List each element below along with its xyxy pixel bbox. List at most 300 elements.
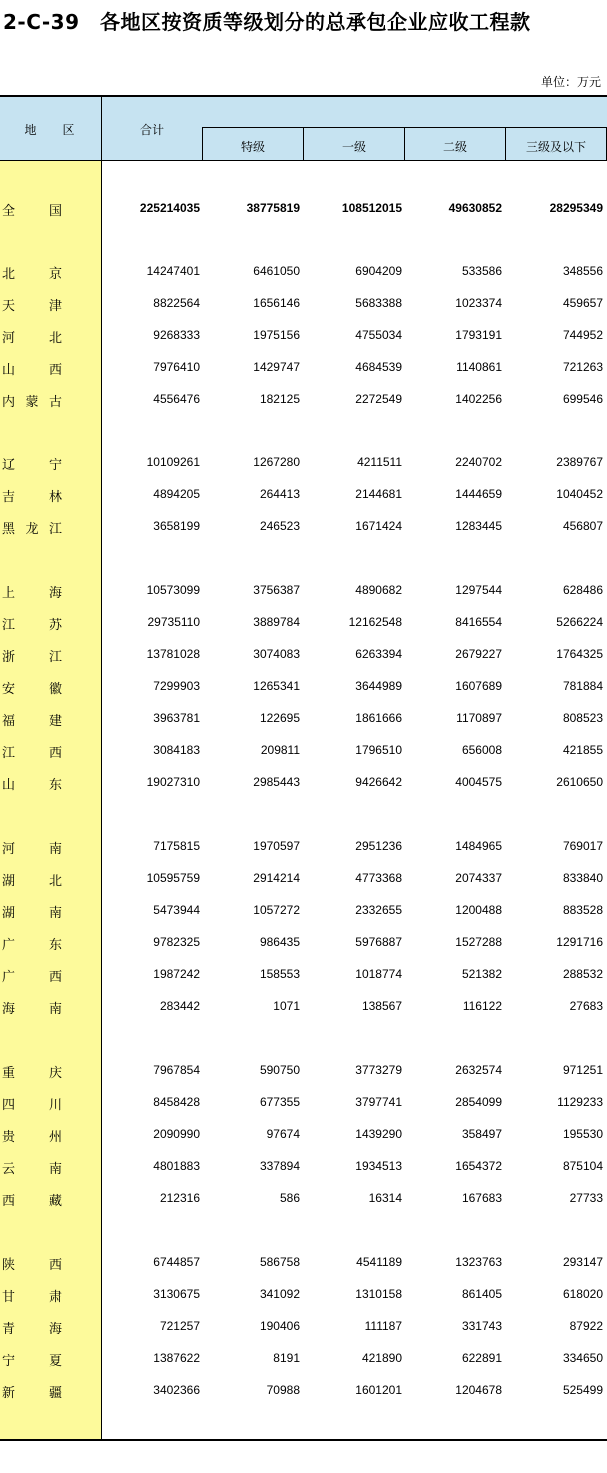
value-cell: 337894 [259,1159,300,1173]
value-cell: 1129233 [557,1095,603,1109]
value-cell: 10573099 [146,583,200,597]
region-name-char: 南 [48,1001,62,1016]
region-name-char: 四 [2,1097,16,1112]
value-cell: 29735110 [147,615,200,629]
value-cell: 195530 [562,1127,603,1141]
table-row [0,518,607,538]
region-name-char: 甘 [2,1289,16,1304]
region-name-char: 川 [48,1097,62,1112]
value-cell: 4684539 [355,360,402,374]
value-cell: 1283445 [455,519,502,533]
value-cell: 10595759 [146,871,200,885]
region-name-char: 云 [2,1161,16,1176]
value-cell: 9268333 [153,328,200,342]
value-cell: 6744857 [153,1255,200,1269]
value-cell: 2090990 [153,1127,200,1141]
region-name-char: 江 [2,745,16,760]
value-cell: 3074083 [253,647,300,661]
region-name-char: 湖 [2,873,16,888]
value-cell: 1861666 [355,711,402,725]
region-name [2,774,62,793]
value-cell: 8822564 [153,296,200,310]
value-cell: 5683388 [355,296,402,310]
region-name-char: 山 [2,777,16,792]
region-name-char: 庆 [48,1065,62,1080]
region-name [2,710,62,729]
value-cell: 1297544 [455,583,502,597]
table-row [0,774,607,794]
value-cell: 590750 [259,1063,300,1077]
value-cell: 3797741 [355,1095,402,1109]
value-cell: 721257 [159,1319,200,1333]
value-cell: 2272549 [355,392,402,406]
value-cell: 331743 [461,1319,502,1333]
region-name [2,1254,62,1273]
region-name [2,966,62,985]
value-cell: 456807 [562,519,603,533]
value-cell: 293147 [562,1255,603,1269]
value-cell: 4541189 [356,1255,402,1269]
value-cell: 421890 [361,1351,402,1365]
value-cell: 158553 [259,967,300,981]
table-row [0,1350,607,1370]
region-name-char: 徽 [48,681,62,696]
region-name-char: 南 [48,841,62,856]
value-cell: 1429747 [253,360,300,374]
region-name-char: 辽 [2,457,16,472]
region-name-char: 吉 [2,489,16,504]
region-column-background [0,160,101,1439]
table-row [0,1286,607,1306]
table-row [0,1254,607,1274]
region-name-char: 海 [2,1001,16,1016]
region-name-char: 贵 [2,1129,16,1144]
region-name-char: 内 [2,394,16,409]
region-name-char: 藏 [48,1193,62,1208]
value-cell: 264413 [259,487,300,501]
value-cell: 1796510 [355,743,402,757]
table-row [0,614,607,634]
value-cell: 3658199 [153,519,200,533]
value-cell: 875104 [562,1159,603,1173]
region-name-char: 北 [48,873,62,888]
value-cell: 4004575 [455,775,502,789]
table-row [0,1094,607,1114]
header-bottom-line [0,160,607,161]
value-cell: 861405 [461,1287,502,1301]
value-cell: 5266224 [556,615,603,629]
region-name [2,934,62,953]
header-special-grade: 特级 [240,140,265,154]
value-cell: 6904209 [355,264,402,278]
value-cell: 12162548 [348,615,402,629]
table-row [0,646,607,666]
region-name [2,678,62,697]
region-name-char: 夏 [48,1353,62,1368]
value-cell: 1267280 [253,455,300,469]
region-name-char: 新 [2,1385,16,1400]
value-cell: 2144681 [355,487,402,501]
region-name [2,870,62,889]
table-row [0,998,607,1018]
region-name-char: 湖 [2,905,16,920]
value-cell: 190406 [259,1319,300,1333]
value-cell: 628486 [562,583,603,597]
region-name-char: 南 [48,1161,62,1176]
value-cell: 1439290 [355,1127,402,1141]
value-cell: 7175815 [153,839,200,853]
value-cell: 533586 [461,264,502,278]
region-name-char: 林 [48,489,62,504]
value-cell: 2240702 [455,455,502,469]
value-cell: 7967854 [153,1063,200,1077]
value-cell: 2985443 [253,775,300,789]
region-name-char: 黑 [2,521,16,536]
value-cell: 108512015 [341,201,402,215]
table-row [0,582,607,602]
region-name-char: 东 [48,937,62,952]
table-top-rule [0,95,607,97]
value-cell: 27733 [569,1191,603,1205]
value-cell: 4894205 [153,487,200,501]
value-cell: 14247401 [146,264,200,278]
value-cell: 721263 [562,360,603,374]
region-name [2,454,62,473]
value-cell: 8458428 [153,1095,200,1109]
region-name-char: 山 [2,362,16,377]
value-cell: 3773279 [355,1063,402,1077]
region-name-char: 浙 [2,649,16,664]
region-name [2,391,62,410]
value-cell: 808523 [562,711,603,725]
region-name-char: 南 [48,905,62,920]
value-cell: 5473944 [153,903,200,917]
region-name-char: 宁 [2,1353,16,1368]
region-name-char: 津 [48,298,62,313]
region-name-char: 江 [48,521,62,536]
region-name-char: 西 [48,745,62,760]
value-cell: 209811 [260,743,300,757]
region-name-char: 上 [2,585,16,600]
region-name [2,614,62,633]
value-cell: 618020 [562,1287,603,1301]
value-cell: 1204678 [455,1383,502,1397]
region-name [2,742,62,761]
region-name-char: 河 [2,330,16,345]
value-cell: 4211511 [357,455,402,469]
value-cell: 1310158 [355,1287,402,1301]
value-cell: 4556476 [153,392,200,406]
table-row [0,966,607,986]
table-row [0,902,607,922]
region-name [2,486,62,505]
value-cell: 9426642 [355,775,402,789]
value-cell: 1671424 [355,519,402,533]
region-name [2,200,62,219]
value-cell: 1023374 [455,296,502,310]
table-row [0,934,607,954]
value-cell: 622891 [461,1351,502,1365]
value-cell: 167683 [461,1191,502,1205]
value-cell: 111187 [364,1319,402,1333]
table-row [0,742,607,762]
region-name-char: 州 [48,1129,62,1144]
value-cell: 2679227 [455,647,502,661]
value-cell: 1601201 [355,1383,402,1397]
value-cell: 122695 [259,711,300,725]
value-cell: 421855 [562,743,603,757]
value-cell: 3402366 [153,1383,200,1397]
region-name-char: 青 [2,1321,16,1336]
value-cell: 1018774 [355,967,402,981]
region-name-char: 福 [2,713,16,728]
value-cell: 7299903 [153,679,200,693]
header-grade-3-below: 三级及以下 [525,140,586,154]
region-name [2,518,62,537]
value-cell: 1970597 [253,839,300,853]
value-cell: 4890682 [355,583,402,597]
value-cell: 3130675 [153,1287,200,1301]
value-cell: 1444659 [455,487,502,501]
value-cell: 769017 [562,839,603,853]
table-row [0,1318,607,1338]
header-grade-1: 一级 [341,140,366,154]
table-row [0,1158,607,1178]
region-name-char: 建 [48,713,62,728]
region-name-char: 全 [2,203,16,218]
value-cell: 1654372 [455,1159,502,1173]
region-name-char: 国 [48,203,62,218]
region-name [2,327,62,346]
value-cell: 1484965 [455,839,502,853]
region-name-char: 西 [48,362,62,377]
table-row [0,359,607,379]
value-cell: 1170897 [456,711,502,725]
table-row [0,678,607,698]
value-cell: 6263394 [355,647,402,661]
value-cell: 656008 [461,743,502,757]
region-name-char: 京 [48,266,62,281]
value-cell: 1140861 [456,360,502,374]
region-name [2,1158,62,1177]
value-cell: 525499 [562,1383,603,1397]
value-cell: 116122 [462,999,502,1013]
value-cell: 744952 [562,328,603,342]
table-row [0,1190,607,1210]
value-cell: 19027310 [146,775,200,789]
value-cell: 87922 [569,1319,603,1333]
table-row [0,327,607,347]
value-cell: 8416554 [455,615,502,629]
region-name-char: 古 [48,394,62,409]
value-cell: 288532 [562,967,603,981]
page-title: 2-C-39 各地区按资质等级划分的总承包企业应收工程款 [3,10,531,34]
value-cell: 3084183 [153,743,200,757]
value-cell: 1040452 [556,487,603,501]
region-name [2,1062,62,1081]
region-name [2,646,62,665]
value-cell: 1975156 [253,328,300,342]
value-cell: 459657 [562,296,603,310]
table-row [0,1126,607,1146]
region-name [2,1350,62,1369]
value-cell: 1265341 [253,679,300,693]
value-cell: 1323763 [455,1255,502,1269]
value-cell: 1200488 [455,903,502,917]
region-name-char: 龙 [25,521,39,536]
value-cell: 1607689 [455,679,502,693]
region-name-char: 广 [2,969,16,984]
region-name-char: 西 [2,1193,16,1208]
value-cell: 348556 [562,264,603,278]
region-name-char: 西 [48,1257,62,1272]
region-name-char: 西 [48,969,62,984]
region-name-char: 重 [2,1065,16,1080]
region-name [2,998,62,1017]
unit-label: 单位：万元 [540,75,601,89]
value-cell: 9782325 [153,935,200,949]
region-name-char: 东 [48,777,62,792]
value-cell: 1291716 [556,935,603,949]
region-name-char: 江 [2,617,16,632]
value-cell: 49630852 [448,201,502,215]
table-row [0,295,607,315]
region-name-char: 广 [2,937,16,952]
region-name [2,1286,62,1305]
value-cell: 677355 [259,1095,300,1109]
value-cell: 225214035 [139,201,200,215]
value-cell: 1934513 [355,1159,402,1173]
value-cell: 971251 [562,1063,603,1077]
region-name [2,1126,62,1145]
region-name [2,902,62,921]
value-cell: 341092 [259,1287,300,1301]
value-cell: 334650 [562,1351,603,1365]
region-name [2,359,62,378]
value-cell: 2389767 [556,455,603,469]
region-name-char: 疆 [48,1385,62,1400]
value-cell: 28295349 [549,201,603,215]
value-cell: 2074337 [455,871,502,885]
value-cell: 2854099 [455,1095,502,1109]
value-cell: 1764325 [556,647,603,661]
value-cell: 521382 [461,967,502,981]
value-cell: 2914214 [253,871,300,885]
value-cell: 70988 [266,1383,300,1397]
table-row [0,838,607,858]
header-region: 地区 [24,123,101,137]
value-cell: 833840 [562,871,603,885]
value-cell: 3963781 [153,711,200,725]
region-name [2,582,62,601]
value-cell: 3756387 [253,583,300,597]
region-name-char: 肃 [48,1289,62,1304]
value-cell: 1071 [273,999,300,1013]
region-name [2,1094,62,1113]
region-name-char: 安 [2,681,16,696]
value-cell: 1057272 [253,903,300,917]
value-cell: 1402256 [455,392,502,406]
value-cell: 16314 [368,1191,402,1205]
table-row [0,486,607,506]
value-cell: 8191 [273,1351,300,1365]
table-row [0,710,607,730]
value-cell: 3644989 [355,679,402,693]
value-cell: 38775819 [246,201,300,215]
value-cell: 1387622 [153,1351,200,1365]
value-cell: 586758 [259,1255,300,1269]
table-row [0,1382,607,1402]
region-name-char: 陕 [2,1257,16,1272]
region-name [2,838,62,857]
region-name-char: 海 [48,585,62,600]
value-cell: 138567 [361,999,402,1013]
region-name [2,295,62,314]
value-cell: 586 [279,1191,300,1205]
value-cell: 883528 [562,903,603,917]
table-row [0,1062,607,1082]
header-grade-2: 二级 [442,140,467,154]
value-cell: 986435 [259,935,300,949]
value-cell: 2332655 [355,903,402,917]
value-cell: 4755034 [355,328,402,342]
value-cell: 5976887 [355,935,402,949]
region-name-char: 蒙 [25,394,39,409]
value-cell: 2610650 [556,775,603,789]
value-cell: 1527288 [455,935,502,949]
value-cell: 13781028 [146,647,200,661]
value-cell: 97674 [266,1127,300,1141]
table-row [0,454,607,474]
value-cell: 182125 [259,392,300,406]
value-cell: 781884 [562,679,603,693]
value-cell: 2632574 [455,1063,502,1077]
header-total: 合计 [139,123,164,137]
table-row [0,200,607,220]
table-row [0,870,607,890]
table-bottom-rule [0,1439,607,1441]
region-name [2,1318,62,1337]
region-name-char: 北 [48,330,62,345]
region-name [2,1382,62,1401]
region-name-char: 海 [48,1321,62,1336]
region-name-char: 江 [48,649,62,664]
region-name-char: 北 [2,266,16,281]
region-name-char: 宁 [48,457,62,472]
value-cell: 1656146 [253,296,300,310]
value-cell: 6461050 [253,264,300,278]
table-row [0,263,607,283]
region-name [2,263,62,282]
value-cell: 246523 [259,519,300,533]
region-name [2,1190,62,1209]
value-cell: 3889784 [253,615,300,629]
value-cell: 4801883 [153,1159,200,1173]
value-cell: 2951236 [355,839,402,853]
value-cell: 4773368 [355,871,402,885]
value-cell: 27683 [569,999,603,1013]
value-cell: 1793191 [455,328,502,342]
value-cell: 283442 [159,999,200,1013]
value-cell: 7976410 [153,360,200,374]
value-cell: 212316 [159,1191,200,1205]
value-cell: 10109261 [146,455,200,469]
region-name-char: 天 [2,298,16,313]
value-cell: 358497 [461,1127,502,1141]
value-cell: 1987242 [153,967,200,981]
region-name-char: 河 [2,841,16,856]
region-name-char: 苏 [48,617,62,632]
